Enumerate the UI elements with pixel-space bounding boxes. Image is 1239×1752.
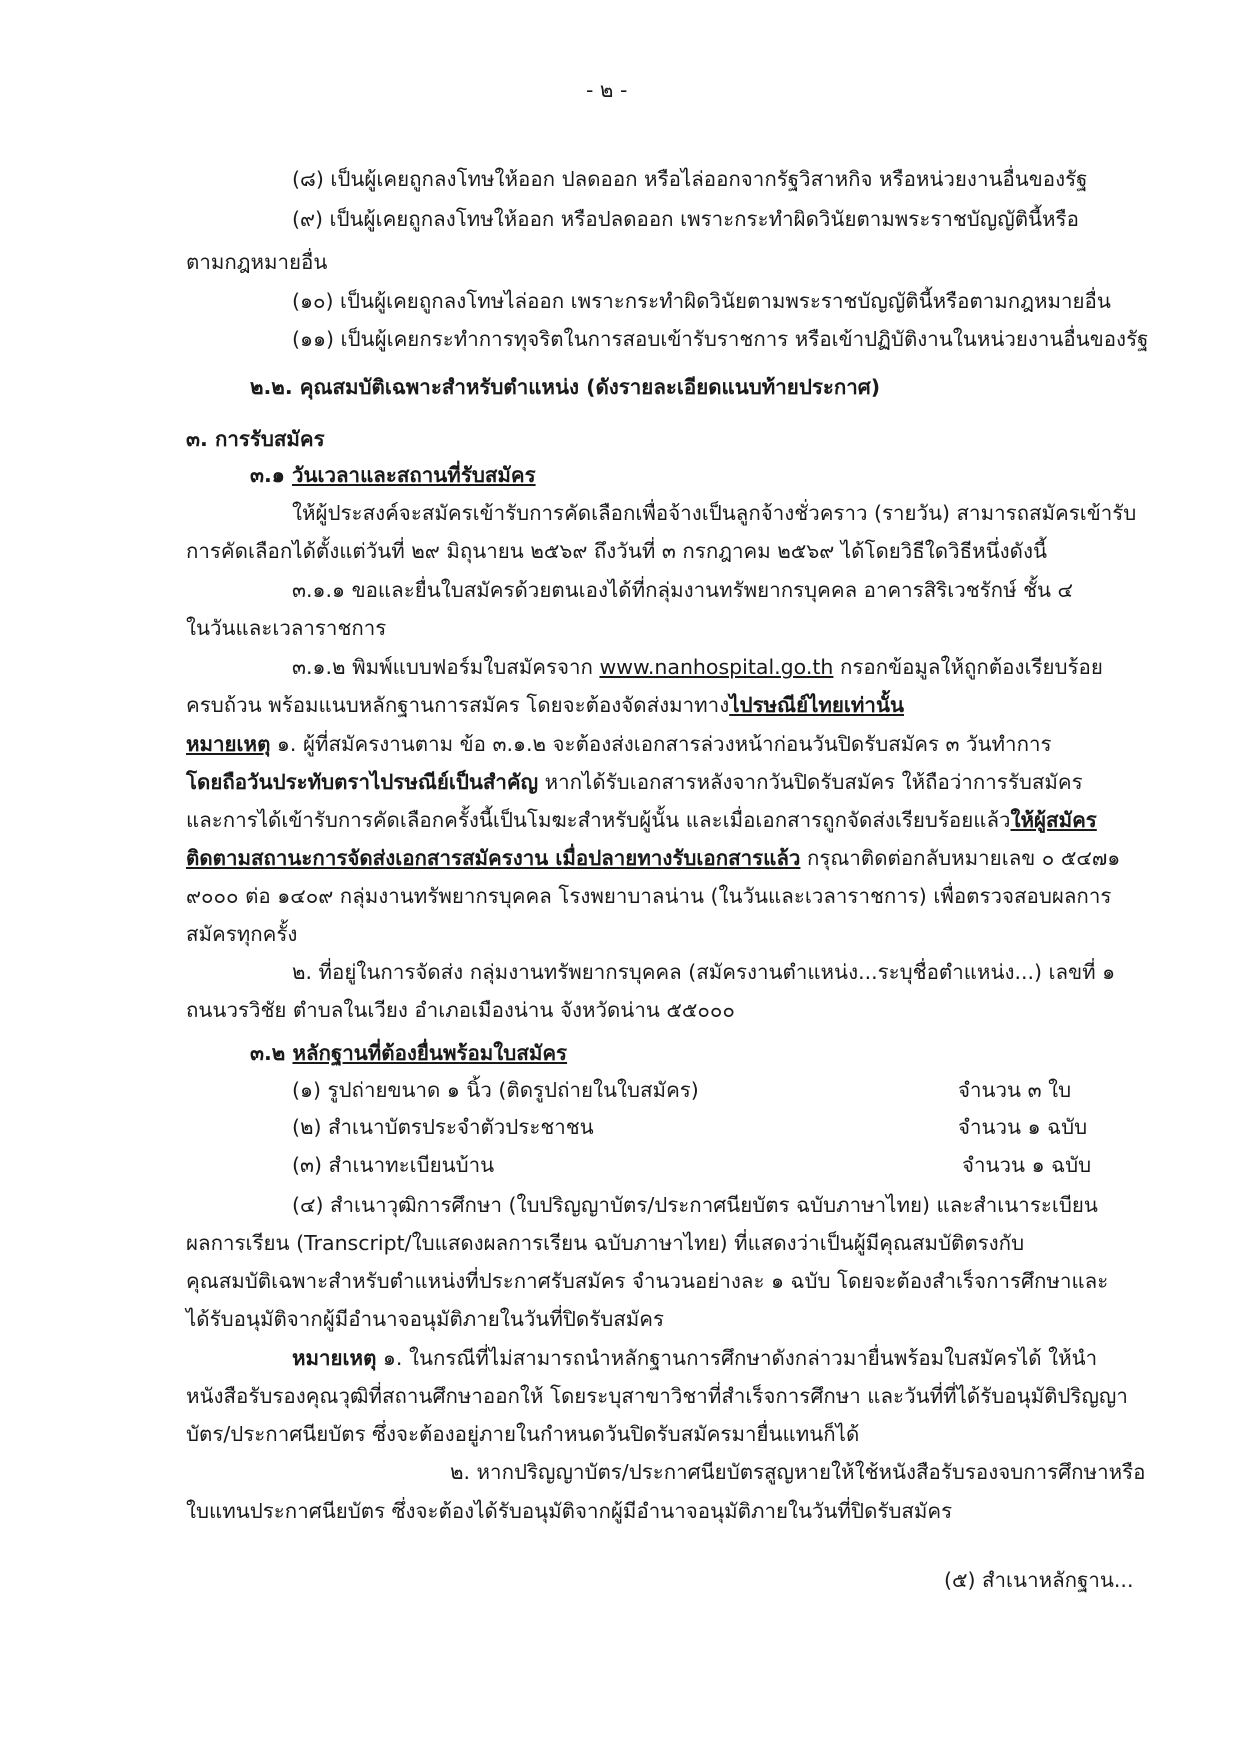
note-2-line: หนังสือรับรองคุณวุฒิที่สถานศึกษาออกให้ โดยระบุสาขาวิชาที่สำเร็จการศึกษา และวันที่ที่ได้รับอนุมัติปริญญา bbox=[186, 1384, 1128, 1408]
qualification-item-10: (๑๐) เป็นผู้เคยถูกลงโทษไล่ออก เพราะกระทำผิดวินัยตามพระราชบัญญัตินี้หรือตามกฎหมายอื่น bbox=[292, 289, 1111, 313]
hospital-website-link[interactable]: www.nanhospital.go.th bbox=[599, 655, 834, 679]
note-label: หมายเหตุ bbox=[186, 732, 271, 756]
continued-marker: (๕) สำเนาหลักฐาน... bbox=[944, 1568, 1134, 1592]
qualification-item-9: (๙) เป็นผู้เคยถูกลงโทษให้ออก หรือปลดออก เพราะกระทำผิดวินัยตามพระราชบัญญัตินี้หรือ bbox=[292, 207, 1079, 231]
note-1-line bbox=[186, 843, 1120, 873]
document-item-4: (๔) สำเนาวุฒิการศึกษา (ใบปริญญาบัตร/ประกาศนียบัตร ฉบับภาษาไทย) และสำเนาระเบียน bbox=[292, 1193, 1098, 1217]
section-2-2-heading: ๒.๒. คุณสมบัติเฉพาะสำหรับตำแหน่ง (ดังรายละเอียดแนบท้ายประกาศ) bbox=[250, 375, 881, 399]
note-label: หมายเหตุ bbox=[292, 1346, 377, 1370]
document-item-1: (๑) รูปถ่ายขนาด ๑ นิ้ว (ติดรูปถ่ายในใบสมัคร) bbox=[292, 1078, 699, 1102]
note-2-line: บัตร/ประกาศนียบัตร ซึ่งจะต้องอยู่ภายในกำหนดวันปิดรับสมัครมายื่นแทนก็ได้ bbox=[186, 1422, 860, 1446]
note-1-text: และการได้เข้ารับการคัดเลือกครั้งนี้เป็นโมฆะสำหรับผู้นั้น และเมื่อเอกสารถูกจัดส่งเรียบร้อยแล้ว bbox=[186, 808, 1011, 832]
document-item-2: (๒) สำเนาบัตรประจำตัวประชาชน bbox=[292, 1115, 594, 1139]
document-item-4-cont: ผลการเรียน (Transcript/ใบแสดงผลการเรียน ฉบับภาษาไทย) ที่แสดงว่าเป็นผู้มีคุณสมบัติตรงกับ bbox=[186, 1231, 1025, 1255]
document-item-3: (๓) สำเนาทะเบียนบ้าน bbox=[292, 1153, 495, 1177]
note-2-text: ๑. ในกรณีที่ไม่สามารถนำหลักฐานการศึกษาดังกล่าวมายื่นพร้อมใบสมัครได้ ให้นำ bbox=[376, 1346, 1098, 1370]
note-2-item-2: ๒. หากปริญญาบัตร/ประกาศนียบัตรสูญหายให้ใช้หนังสือรับรองจบการศึกษาหรือ bbox=[450, 1460, 1146, 1484]
note-1-line bbox=[186, 729, 1052, 759]
section-3-2-number: ๓.๒ bbox=[250, 1041, 293, 1065]
section-3-2-title: หลักฐานที่ต้องยื่นพร้อมใบสมัคร bbox=[292, 1041, 568, 1065]
section-3-1-title: วันเวลาและสถานที่รับสมัคร bbox=[291, 463, 536, 487]
paragraph-line: ให้ผู้ประสงค์จะสมัครเข้ารับการคัดเลือกเพื่อจ้างเป็นลูกจ้างชั่วคราว (รายวัน) สามารถสมัครเข้ารับ bbox=[292, 501, 1137, 525]
note-2-item-2-cont: ใบแทนประกาศนียบัตร ซึ่งจะต้องได้รับอนุมัติจากผู้มีอำนาจอนุมัติภายในวันที่ปิดรับสมัคร bbox=[186, 1499, 953, 1523]
note-1-line bbox=[186, 767, 1083, 797]
thai-post-only: ไปรษณีย์ไทยเท่านั้น bbox=[729, 693, 904, 717]
note-1-line bbox=[186, 805, 1097, 835]
shipping-address-line: ถนนวรวิชัย ตำบลในเวียง อำเภอเมืองน่าน จังหวัดน่าน ๕๕๐๐๐ bbox=[186, 998, 735, 1022]
item-3-1-2-text-end: กรอกข้อมูลให้ถูกต้องเรียบร้อย bbox=[833, 655, 1103, 679]
section-3-1-heading bbox=[250, 460, 536, 490]
note-1-text: ๑. ผู้ที่สมัครงานตาม ข้อ ๓.๑.๒ จะต้องส่งเอกสารล่วงหน้าก่อนวันปิดรับสมัคร ๓ วันทำการ bbox=[270, 732, 1052, 756]
qualification-item-9-cont: ตามกฎหมายอื่น bbox=[186, 250, 328, 274]
document-item-2-qty: จำนวน ๑ ฉบับ bbox=[958, 1115, 1088, 1139]
qualification-item-11: (๑๑) เป็นผู้เคยกระทำการทุจริตในการสอบเข้ารับราชการ หรือเข้าปฏิบัติงานในหน่วยงานอื่นของรัฐ bbox=[292, 327, 1149, 351]
document-item-1-qty: จำนวน ๓ ใบ bbox=[958, 1078, 1072, 1102]
note-1-text: หากได้รับเอกสารหลังจากวันปิดรับสมัคร ให้ถือว่าการรับสมัคร bbox=[538, 770, 1083, 794]
paragraph-line: การคัดเลือกได้ตั้งแต่วันที่ ๒๙ มิถุนายน ๒๕๖๙ ถึงวันที่ ๓ กรกฎาคม ๒๕๖๙ ได้โดยวิธีใดวิธีหนึ่งดังนี้ bbox=[186, 539, 1048, 563]
item-3-1-2-cont-text: ครบถ้วน พร้อมแนบหลักฐานการสมัคร โดยจะต้องจัดส่งมาทาง bbox=[186, 693, 730, 717]
section-3-1-number: ๓.๑ bbox=[250, 463, 292, 487]
tracking-emphasis-cont: ติดตามสถานะการจัดส่งเอกสารสมัครงาน เมื่อปลายทางรับเอกสารแล้ว bbox=[186, 846, 801, 870]
tracking-emphasis: ให้ผู้สมัคร bbox=[1010, 808, 1097, 832]
document-item-4-cont: ได้รับอนุมัติจากผู้มีอำนาจอนุมัติภายในวันที่ปิดรับสมัคร bbox=[186, 1307, 664, 1331]
shipping-address-line: ๒. ที่อยู่ในการจัดส่ง กลุ่มงานทรัพยากรบุคคล (สมัครงานตำแหน่ง...ระบุชื่อตำแหน่ง...) เลขที่ ๑ bbox=[292, 960, 1116, 984]
page-number: - ๒ - bbox=[586, 78, 628, 102]
item-3-1-2-cont bbox=[186, 690, 904, 720]
document-item-4-cont: คุณสมบัติเฉพาะสำหรับตำแหน่งที่ประกาศรับสมัคร จำนวนอย่างละ ๑ ฉบับ โดยจะต้องสำเร็จการศึกษาและ bbox=[186, 1269, 1109, 1293]
section-3-2-heading bbox=[250, 1038, 567, 1068]
note-1-line: ๙๐๐๐ ต่อ ๑๔๐๙ กลุ่มงานทรัพยากรบุคคล โรงพยาบาลน่าน (ในวันและเวลาราชการ) เพื่อตรวจสอบผลการ bbox=[186, 884, 1112, 908]
note-1-line: สมัครทุกครั้ง bbox=[186, 922, 298, 946]
postmark-emphasis: โดยถือวันประทับตราไปรษณีย์เป็นสำคัญ bbox=[186, 770, 539, 794]
section-3-heading: ๓. การรับสมัคร bbox=[186, 427, 325, 451]
item-3-1-1: ๓.๑.๑ ขอและยื่นใบสมัครด้วยตนเองได้ที่กลุ่มงานทรัพยากรบุคคล อาคารสิริเวชรักษ์ ชั้น ๔ bbox=[292, 578, 1074, 602]
item-3-1-2-text: ๓.๑.๒ พิมพ์แบบฟอร์มใบสมัครจาก bbox=[292, 655, 600, 679]
note-2-line bbox=[292, 1343, 1097, 1373]
qualification-item-8: (๘) เป็นผู้เคยถูกลงโทษให้ออก ปลดออก หรือไล่ออกจากรัฐวิสาหกิจ หรือหน่วยงานอื่นของรัฐ bbox=[292, 167, 1088, 191]
note-1-text: กรุณาติดต่อกลับหมายเลข ๐ ๕๔๗๑ bbox=[800, 846, 1121, 870]
document-item-3-qty: จำนวน ๑ ฉบับ bbox=[962, 1153, 1092, 1177]
item-3-1-1-cont: ในวันและเวลาราชการ bbox=[186, 616, 387, 640]
item-3-1-2 bbox=[292, 652, 1103, 682]
